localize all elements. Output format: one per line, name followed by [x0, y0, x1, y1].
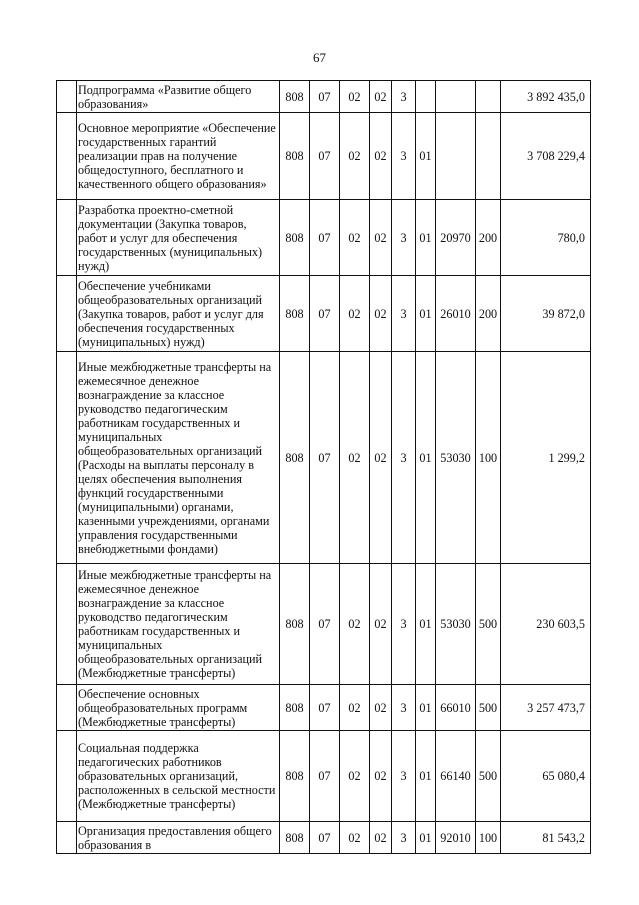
amount-cell: 81 543,2: [501, 822, 591, 854]
pr-cell: 02: [340, 200, 370, 276]
blank-cell: [57, 685, 77, 731]
ved-cell: 808: [280, 564, 310, 685]
expense-type-cell: 200: [476, 200, 501, 276]
table-row: [57, 113, 591, 200]
main-activity-cell: 01: [416, 731, 436, 822]
direction-cell: 20970: [436, 200, 476, 276]
blank-cell: [57, 731, 77, 822]
rz-cell: 07: [310, 81, 340, 113]
main-activity-cell: 01: [416, 200, 436, 276]
program-cell: 02: [370, 731, 392, 822]
pr-cell: 02: [340, 731, 370, 822]
ved-cell: 808: [280, 822, 310, 854]
subprogram-cell: 3: [392, 276, 416, 352]
rz-cell: 07: [310, 113, 340, 200]
subprogram-cell: 3: [392, 200, 416, 276]
main-activity-cell: 01: [416, 822, 436, 854]
subprogram-cell: 3: [392, 822, 416, 854]
expense-type-cell: 500: [476, 731, 501, 822]
rz-cell: 07: [310, 276, 340, 352]
table-row: [57, 81, 591, 113]
direction-cell: [436, 81, 476, 113]
amount-cell: 39 872,0: [501, 276, 591, 352]
program-cell: 02: [370, 276, 392, 352]
description-cell: Разработка проектно-сметной документации (Закупка товаров, работ и услуг для обеспечения государственных (муниципальных) нужд): [77, 200, 280, 276]
description-cell: Иные межбюджетные трансферты на ежемесячное денежное вознаграждение за классное руководство педагогическим работникам государственных и муниципальных общеобразовательных организаций (Межбюджетные трансферты): [77, 564, 280, 685]
table-row: [57, 685, 591, 731]
program-cell: 02: [370, 685, 392, 731]
ved-cell: 808: [280, 685, 310, 731]
main-activity-cell: 01: [416, 113, 436, 200]
expense-type-cell: [476, 81, 501, 113]
pr-cell: 02: [340, 685, 370, 731]
table-row: [57, 352, 591, 564]
pr-cell: 02: [340, 564, 370, 685]
main-activity-cell: [416, 81, 436, 113]
rz-cell: 07: [310, 352, 340, 564]
subprogram-cell: 3: [392, 731, 416, 822]
program-cell: 02: [370, 352, 392, 564]
ved-cell: 808: [280, 276, 310, 352]
amount-cell: 3 708 229,4: [501, 113, 591, 200]
description-cell: Иные межбюджетные трансферты на ежемесячное денежное вознаграждение за классное руководство педагогическим работникам государственных и муниципальных общеобразовательных организаций (Расходы на выплаты персоналу в целях обеспечения выполнения функций государственными (муниципальными) органами, казенными учреждениями, органами управления государственными внебюджетными фондами): [77, 352, 280, 564]
subprogram-cell: 3: [392, 564, 416, 685]
rz-cell: 07: [310, 564, 340, 685]
blank-cell: [57, 564, 77, 685]
direction-cell: [436, 113, 476, 200]
amount-cell: 780,0: [501, 200, 591, 276]
direction-cell: 26010: [436, 276, 476, 352]
ved-cell: 808: [280, 200, 310, 276]
pr-cell: 02: [340, 822, 370, 854]
program-cell: 02: [370, 564, 392, 685]
description-cell: Основное мероприятие «Обеспечение государственных гарантий реализации прав на получение общедоступного, бесплатного и качественного общего образования»: [77, 113, 280, 200]
description-cell: Обеспечение основных общеобразовательных программ (Межбюджетные трансферты): [77, 685, 280, 731]
ved-cell: 808: [280, 731, 310, 822]
program-cell: 02: [370, 822, 392, 854]
main-activity-cell: 01: [416, 276, 436, 352]
direction-cell: 66140: [436, 731, 476, 822]
expense-type-cell: [476, 113, 501, 200]
expense-type-cell: 500: [476, 564, 501, 685]
amount-cell: 230 603,5: [501, 564, 591, 685]
ved-cell: 808: [280, 352, 310, 564]
blank-cell: [57, 113, 77, 200]
expense-type-cell: 200: [476, 276, 501, 352]
description-cell: Организация предоставления общего образования в: [77, 822, 280, 854]
table-row: [57, 200, 591, 276]
amount-cell: 3 257 473,7: [501, 685, 591, 731]
rz-cell: 07: [310, 685, 340, 731]
pr-cell: 02: [340, 352, 370, 564]
subprogram-cell: 3: [392, 113, 416, 200]
subprogram-cell: 3: [392, 352, 416, 564]
ved-cell: 808: [280, 113, 310, 200]
page-number: 67: [313, 50, 326, 65]
rz-cell: 07: [310, 731, 340, 822]
main-activity-cell: 01: [416, 564, 436, 685]
amount-cell: 65 080,4: [501, 731, 591, 822]
amount-cell: 1 299,2: [501, 352, 591, 564]
program-cell: 02: [370, 113, 392, 200]
description-cell: Социальная поддержка педагогических работников образовательных организаций, расположенных в сельской местности (Межбюджетные трансферты): [77, 731, 280, 822]
expense-type-cell: 100: [476, 822, 501, 854]
blank-cell: [57, 200, 77, 276]
blank-cell: [57, 352, 77, 564]
program-cell: 02: [370, 200, 392, 276]
rz-cell: 07: [310, 200, 340, 276]
table-row: [57, 731, 591, 822]
description-cell: Обеспечение учебниками общеобразовательных организаций (Закупка товаров, работ и услуг для обеспечения государственных (муниципальных) нужд): [77, 276, 280, 352]
subprogram-cell: 3: [392, 685, 416, 731]
table-row: [57, 564, 591, 685]
budget-table: [56, 80, 591, 854]
main-activity-cell: 01: [416, 685, 436, 731]
program-cell: 02: [370, 81, 392, 113]
blank-cell: [57, 822, 77, 854]
pr-cell: 02: [340, 276, 370, 352]
expense-type-cell: 500: [476, 685, 501, 731]
pr-cell: 02: [340, 81, 370, 113]
main-activity-cell: 01: [416, 352, 436, 564]
pr-cell: 02: [340, 113, 370, 200]
direction-cell: 92010: [436, 822, 476, 854]
blank-cell: [57, 81, 77, 113]
ved-cell: 808: [280, 81, 310, 113]
direction-cell: 53030: [436, 564, 476, 685]
blank-cell: [57, 276, 77, 352]
direction-cell: 53030: [436, 352, 476, 564]
table-row: [57, 276, 591, 352]
direction-cell: 66010: [436, 685, 476, 731]
table-row: [57, 822, 591, 854]
rz-cell: 07: [310, 822, 340, 854]
table-body: [57, 81, 591, 854]
amount-cell: 3 892 435,0: [501, 81, 591, 113]
expense-type-cell: 100: [476, 352, 501, 564]
subprogram-cell: 3: [392, 81, 416, 113]
description-cell: Подпрограмма «Развитие общего образования»: [77, 81, 280, 113]
